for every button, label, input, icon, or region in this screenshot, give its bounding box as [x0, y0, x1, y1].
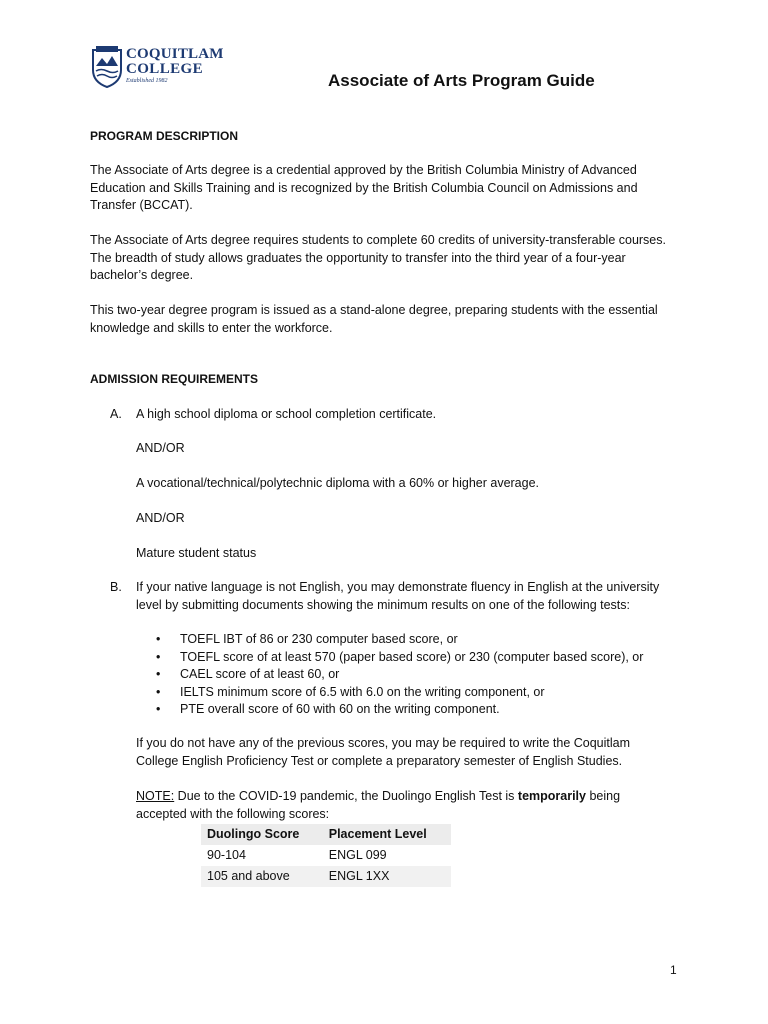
logo-line-2: COLLEGE — [126, 61, 203, 77]
test-item: CAEL score of at least 60, or — [180, 667, 340, 681]
requirement-a-andor-1: AND/OR — [136, 441, 185, 455]
bullet-icon: • — [156, 632, 161, 646]
bullet-icon: • — [156, 702, 161, 716]
list-item — [156, 684, 666, 702]
fallback-paragraph: If you do not have any of the previous scores, you may be required to write the Coquitlam College English Proficiency Test or complete a preparatory semester of English Studies. — [136, 736, 631, 768]
requirement-a-item-2: A vocational/technical/polytechnic diploma with a 60% or higher average. — [136, 476, 540, 490]
logo-established: Established 1982 — [126, 78, 168, 84]
requirement-a-andor-2: AND/OR — [136, 511, 185, 525]
table-row — [201, 866, 451, 887]
logo-line-1: COQUITLAM — [126, 46, 224, 62]
column-header-placement-level: Placement Level — [323, 824, 451, 845]
covid-note — [136, 788, 671, 823]
bullet-icon: • — [156, 649, 161, 664]
bullet-icon: • — [156, 667, 161, 681]
test-item: TOEFL IBT of 86 or 230 computer based score, or — [180, 632, 458, 646]
table-row — [201, 845, 451, 866]
note-text-post: being accepted with the following scores: — [136, 789, 621, 821]
bullet-icon: • — [156, 684, 161, 699]
list-item — [156, 649, 666, 667]
score-cell: 105 and above — [201, 866, 323, 887]
college-crest-icon — [90, 44, 124, 88]
requirement-a-item-3: Mature student status — [136, 546, 257, 560]
placement-cell: ENGL 099 — [328, 847, 387, 862]
description-paragraph-1: The Associate of Arts degree is a credential approved by the British Columbia Ministry of Advanced Education and Skills Training and is recognized by the British Columbia Council on Admissions and Transfer (BCCAT). — [90, 163, 638, 212]
duolingo-score-table — [201, 824, 451, 887]
description-paragraph-2: The Associate of Arts degree requires students to complete 60 credits of university-transferable courses. The breadth of study allows graduates the opportunity to transfer into the third year of a four-year bachelor’s degree. — [90, 233, 666, 282]
program-description-heading: PROGRAM DESCRIPTION — [90, 129, 239, 143]
placement-cell: ENGL 1XX — [323, 866, 451, 887]
english-test-list — [156, 631, 666, 719]
description-paragraph-3: This two-year degree program is issued as a stand-alone degree, preparing students with the essential knowledge and skills to enter the workforce. — [90, 303, 658, 335]
document-title: Associate of Arts Program Guide — [328, 71, 595, 90]
note-label: NOTE: — [136, 789, 175, 803]
test-item: TOEFL score of at least 570 (paper based score) or 230 (computer based score), or — [180, 649, 644, 664]
score-cell: 90-104 — [207, 847, 246, 862]
requirement-b-intro: If your native language is not English, you may demonstrate fluency in English at the university level by submitting documents showing the minimum results on one of the following tests: — [136, 580, 660, 612]
note-text-pre: Due to the COVID-19 pandemic, the Duolingo English Test is — [174, 789, 518, 803]
table-header-row — [201, 824, 451, 845]
requirement-a-item-1: A high school diploma or school completion certificate. — [136, 407, 437, 421]
list-item — [156, 631, 666, 649]
list-item — [156, 666, 666, 684]
note-emphasis: temporarily — [517, 789, 586, 803]
test-item: IELTS minimum score of 6.5 with 6.0 on the writing component, or — [180, 684, 545, 699]
column-header-duolingo-score: Duolingo Score — [201, 824, 323, 845]
logo-wordmark — [126, 47, 224, 85]
list-item — [156, 701, 666, 719]
admission-requirements-heading: ADMISSION REQUIREMENTS — [90, 372, 259, 386]
requirement-b-marker: B. — [110, 580, 122, 594]
requirement-a-marker: A. — [110, 407, 122, 421]
college-logo — [90, 44, 240, 92]
page-number: 1 — [670, 963, 677, 977]
test-item: PTE overall score of 60 with 60 on the writing component. — [180, 702, 500, 716]
